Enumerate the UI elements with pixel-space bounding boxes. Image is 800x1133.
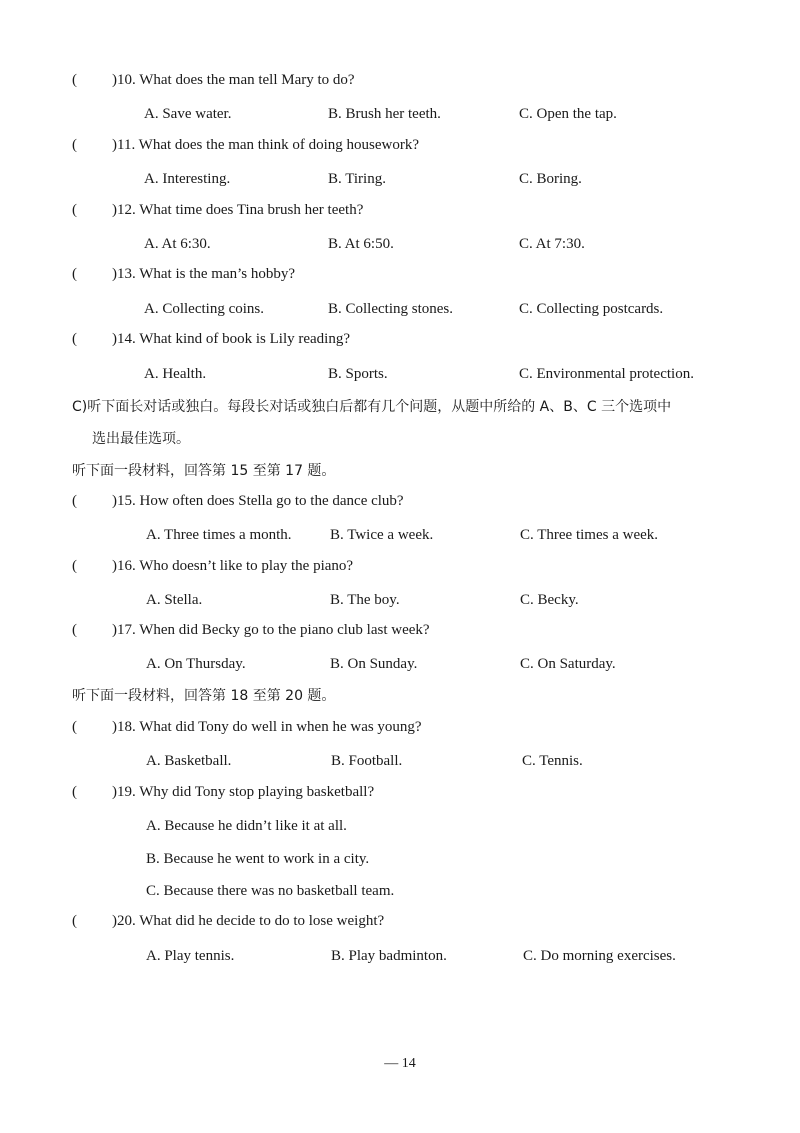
answer-bracket: ( [72,913,77,929]
answer-bracket: ( [72,137,77,153]
material-heading: 听下面一段材料，回答第 15 至第 17 题。 [72,463,336,479]
option-b: B. At 6:50. [328,236,394,252]
material-heading: 听下面一段材料，回答第 18 至第 20 题。 [72,688,336,704]
answer-bracket: ( [72,622,77,638]
page-number: — 14 [384,1056,416,1071]
question-18: )18. What did Tony do well in when he was young? [112,719,422,735]
question-10: )10. What does the man tell Mary to do? [112,72,355,88]
question-19: )19. Why did Tony stop playing basketball? [112,784,375,800]
option-a: A. Save water. [144,106,232,122]
option-b: B. The boy. [330,592,400,608]
question-12: )12. What time does Tina brush her teeth? [112,202,364,218]
question-15: )15. How often does Stella go to the dance club? [112,493,404,509]
option-c: C. Open the tap. [519,106,617,122]
answer-bracket: ( [72,266,77,282]
option-a: A. At 6:30. [144,236,211,252]
option-a: A. Collecting coins. [144,301,264,317]
option-c: C. Becky. [520,592,579,608]
option-c: C. At 7:30. [519,236,585,252]
answer-bracket: ( [72,558,77,574]
answer-bracket: ( [72,72,77,88]
question-20: )20. What did he decide to do to lose weight? [112,913,385,929]
option-b: B. Sports. [328,366,388,382]
option-b: B. Brush her teeth. [328,106,441,122]
option-b: B. Play badminton. [331,948,447,964]
option-b: B. Because he went to work in a city. [146,851,370,867]
answer-bracket: ( [72,331,77,347]
option-c: C. Boring. [519,171,582,187]
option-b: B. Tiring. [328,171,386,187]
answer-bracket: ( [72,719,77,735]
answer-bracket: ( [72,202,77,218]
question-16: )16. Who doesn’t like to play the piano? [112,558,354,574]
option-c: C. Collecting postcards. [519,301,664,317]
option-c: C. On Saturday. [520,656,616,672]
option-a: A. Basketball. [146,753,232,769]
option-a: A. Health. [144,366,207,382]
answer-bracket: ( [72,784,77,800]
option-c: C. Do morning exercises. [523,948,676,964]
option-c: C. Tennis. [522,753,583,769]
option-c: C. Because there was no basketball team. [146,883,395,899]
option-b: B. On Sunday. [330,656,418,672]
option-b: B. Football. [331,753,403,769]
section-c-instruction: C)听下面长对话或独白。每段长对话或独白后都有几个问题，从题中所给的 A、B、C 三个选项中 [72,399,672,415]
option-b: B. Collecting stones. [328,301,453,317]
question-17: )17. When did Becky go to the piano club last week? [112,622,430,638]
option-a: A. On Thursday. [146,656,246,672]
question-11: )11. What does the man think of doing housework? [112,137,420,153]
option-a: A. Stella. [146,592,203,608]
question-14: )14. What kind of book is Lily reading? [112,331,351,347]
option-c: C. Three times a week. [520,527,659,543]
option-a: A. Three times a month. [146,527,292,543]
option-a: A. Play tennis. [146,948,235,964]
section-c-instruction-cont: 选出最佳选项。 [92,431,190,447]
option-a: A. Because he didn’t like it at all. [146,818,347,834]
option-b: B. Twice a week. [330,527,434,543]
question-13: )13. What is the man’s hobby? [112,266,296,282]
option-c: C. Environmental protection. [519,366,694,382]
answer-bracket: ( [72,493,77,509]
option-a: A. Interesting. [144,171,231,187]
